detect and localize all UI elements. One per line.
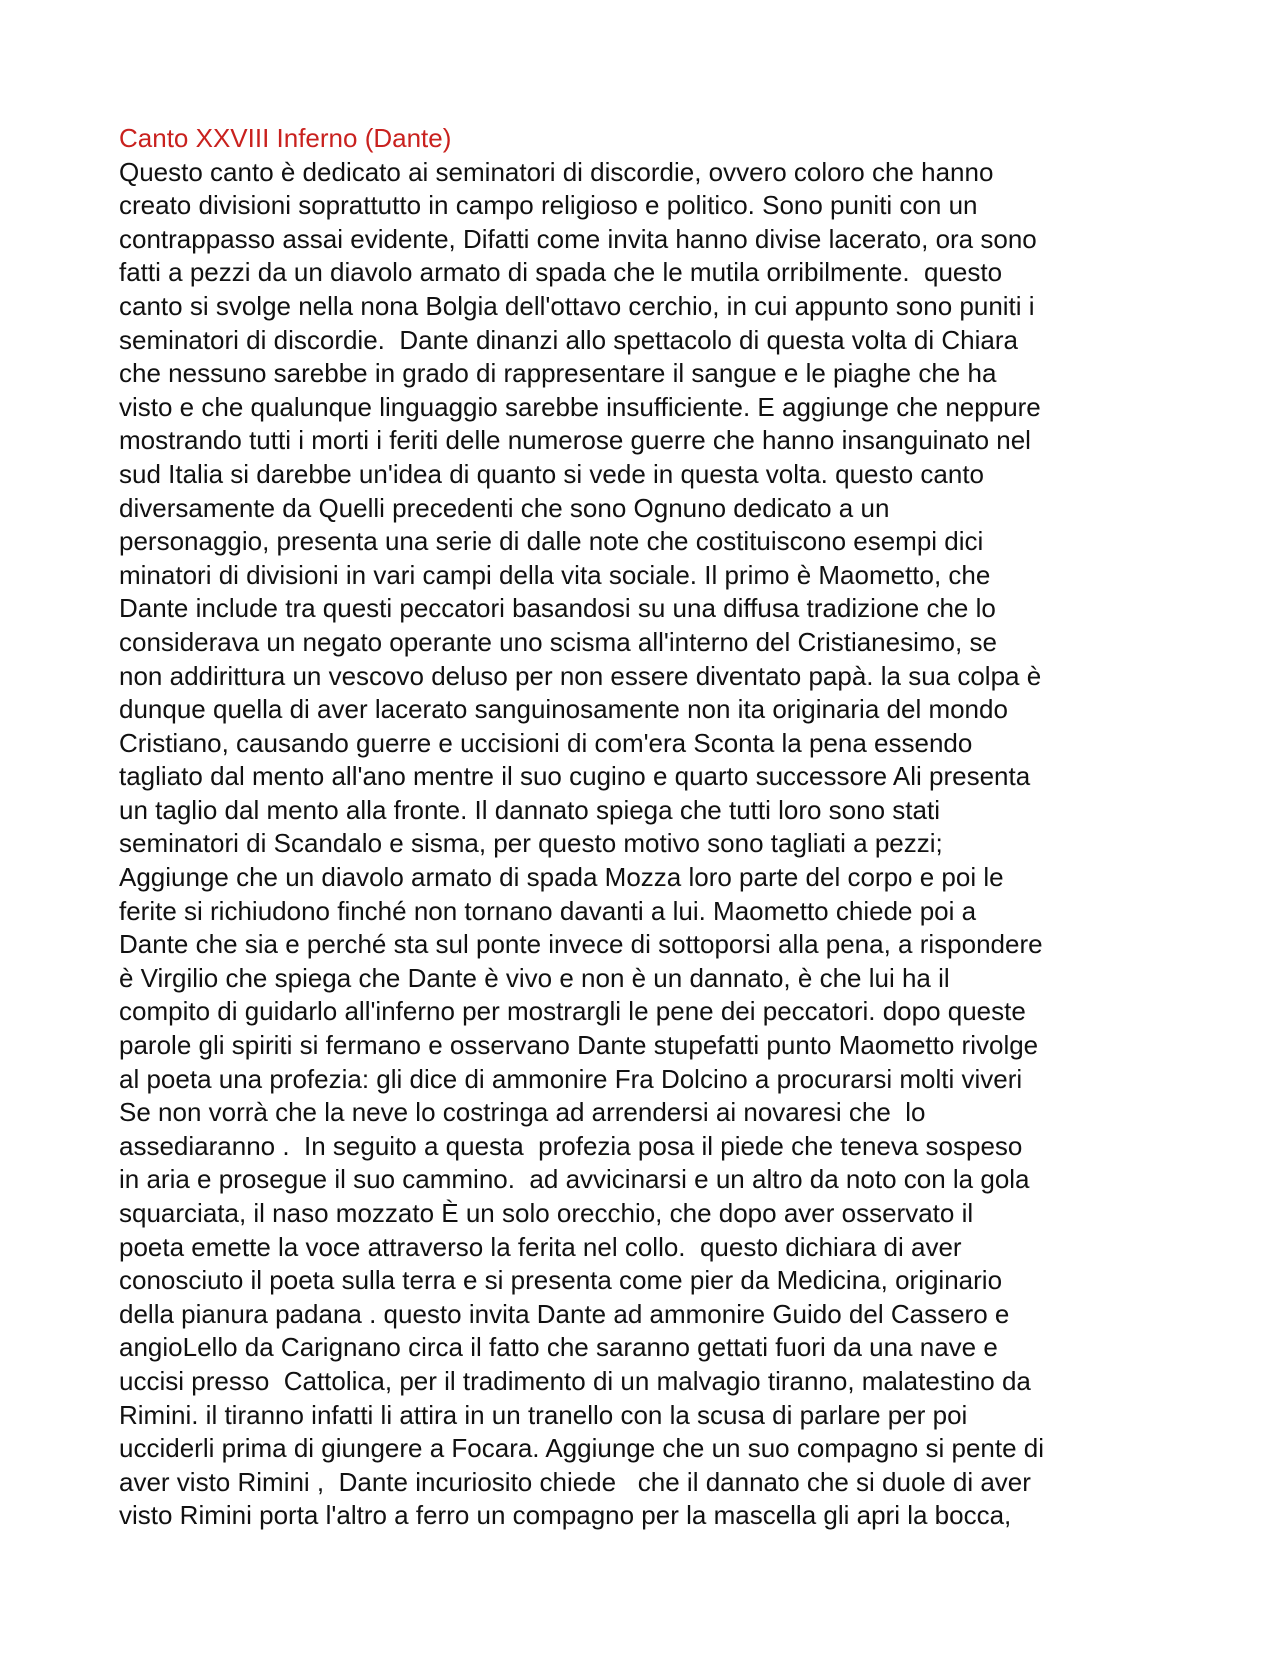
document-body <box>119 122 1179 1533</box>
text-line: sud Italia si darebbe un'idea di quanto si vede in questa volta. questo canto <box>119 458 985 489</box>
text-line: in aria e prosegue il suo cammino. ad avvicinarsi e un altro da noto con la gola <box>119 1164 1030 1195</box>
text-line: non addirittura un vescovo deluso per non essere diventato papà. la sua colpa è <box>119 660 1042 691</box>
text-line: diversamente da Quelli precedenti che sono Ognuno dedicato a un <box>119 492 890 523</box>
text-line: un taglio dal mento alla fronte. Il dannato spiega che tutti loro sono stati <box>119 794 940 825</box>
text-line: considerava un negato operante uno scisma all'interno del Cristianesimo, se <box>119 626 997 657</box>
text-line: dunque quella di aver lacerato sanguinosamente non ita originaria del mondo <box>119 694 1008 725</box>
text-line: Questo canto è dedicato ai seminatori di discordie, ovvero coloro che hanno <box>119 156 994 187</box>
text-line: aver visto Rimini , Dante incuriosito chiede che il dannato che si duole di aver <box>119 1466 1031 1497</box>
text-line: minatori di divisioni in vari campi della vita sociale. Il primo è Maometto, che <box>119 559 991 590</box>
text-line: ucciderli prima di giungere a Focara. Aggiunge che un suo compagno si pente di <box>119 1433 1045 1464</box>
text-line: visto e che qualunque linguaggio sarebbe insufficiente. E aggiunge che neppure <box>119 391 1041 422</box>
text-line: Dante che sia e perché sta sul ponte invece di sottoporsi alla pena, a rispondere <box>119 929 1043 960</box>
text-line: seminatori di discordie. Dante dinanzi allo spettacolo di questa volta di Chiara <box>119 324 1018 355</box>
text-line: visto Rimini porta l'altro a ferro un compagno per la mascella gli apri la bocca, <box>119 1500 1012 1531</box>
text-line: contrappasso assai evidente, Difatti come invita hanno divise lacerato, ora sono <box>119 223 1037 254</box>
text-line: squarciata, il naso mozzato È un solo orecchio, che dopo aver osservato il <box>119 1198 974 1228</box>
text-line: compito di guidarlo all'inferno per mostrargli le pene dei peccatori. dopo queste <box>119 996 1026 1027</box>
text-line: assediaranno . In seguito a questa profezia posa il piede che teneva sospeso <box>119 1130 1023 1161</box>
text-line: Se non vorrà che la neve lo costringa ad arrendersi ai novaresi che lo <box>119 1097 926 1128</box>
text-line: Cristiano, causando guerre e uccisioni di com'era Sconta la pena essendo <box>119 727 973 758</box>
text-line: personaggio, presenta una serie di dalle note che costituiscono esempi dici <box>119 526 984 557</box>
text-line: al poeta una profezia: gli dice di ammonire Fra Dolcino a procurarsi molti viveri <box>119 1063 1023 1094</box>
text-line: fatti a pezzi da un diavolo armato di spada che le mutila orribilmente. questo <box>119 257 1003 288</box>
text-line: seminatori di Scandalo e sisma, per questo motivo sono tagliati a pezzi; <box>119 828 943 859</box>
text-line: Dante include tra questi peccatori basandosi su una diffusa tradizione che lo <box>119 593 996 624</box>
text-line: della pianura padana . questo invita Dante ad ammonire Guido del Cassero e <box>119 1298 1010 1329</box>
text-line: uccisi presso Cattolica, per il tradimento di un malvagio tiranno, malatestino da <box>119 1365 1031 1396</box>
text-line: Rimini. il tiranno infatti li attira in un tranello con la scusa di parlare per poi <box>119 1399 968 1430</box>
text-line: mostrando tutti i morti i feriti delle numerose guerre che hanno insanguinato nel <box>119 425 1031 456</box>
text-line: è Virgilio che spiega che Dante è vivo e non è un dannato, è che lui ha il <box>119 962 950 993</box>
document-title: Canto XXVIII Inferno (Dante) <box>119 123 452 153</box>
text-line: tagliato dal mento all'ano mentre il suo cugino e quarto successore Ali presenta <box>119 761 1031 792</box>
text-line: creato divisioni soprattutto in campo religioso e politico. Sono puniti con un <box>119 190 978 221</box>
text-line: angioLello da Carignano circa il fatto che saranno gettati fuori da una nave e <box>119 1332 998 1363</box>
text-line: canto si svolge nella nona Bolgia dell'ottavo cerchio, in cui appunto sono puniti i <box>119 290 1035 321</box>
text-line: parole gli spiriti si fermano e osservano Dante stupefatti punto Maometto rivolge <box>119 1030 1039 1061</box>
text-line: ferite si richiudono finché non tornano davanti a lui. Maometto chiede poi a <box>119 895 977 926</box>
text-line: Aggiunge che un diavolo armato di spada Mozza loro parte del corpo e poi le <box>119 862 1004 893</box>
text-line: che nessuno sarebbe in grado di rappresentare il sangue e le piaghe che ha <box>119 358 997 389</box>
text-line: poeta emette la voce attraverso la ferita nel collo. questo dichiara di aver <box>119 1231 962 1262</box>
text-line: conosciuto il poeta sulla terra e si presenta come pier da Medicina, originario <box>119 1265 1003 1296</box>
